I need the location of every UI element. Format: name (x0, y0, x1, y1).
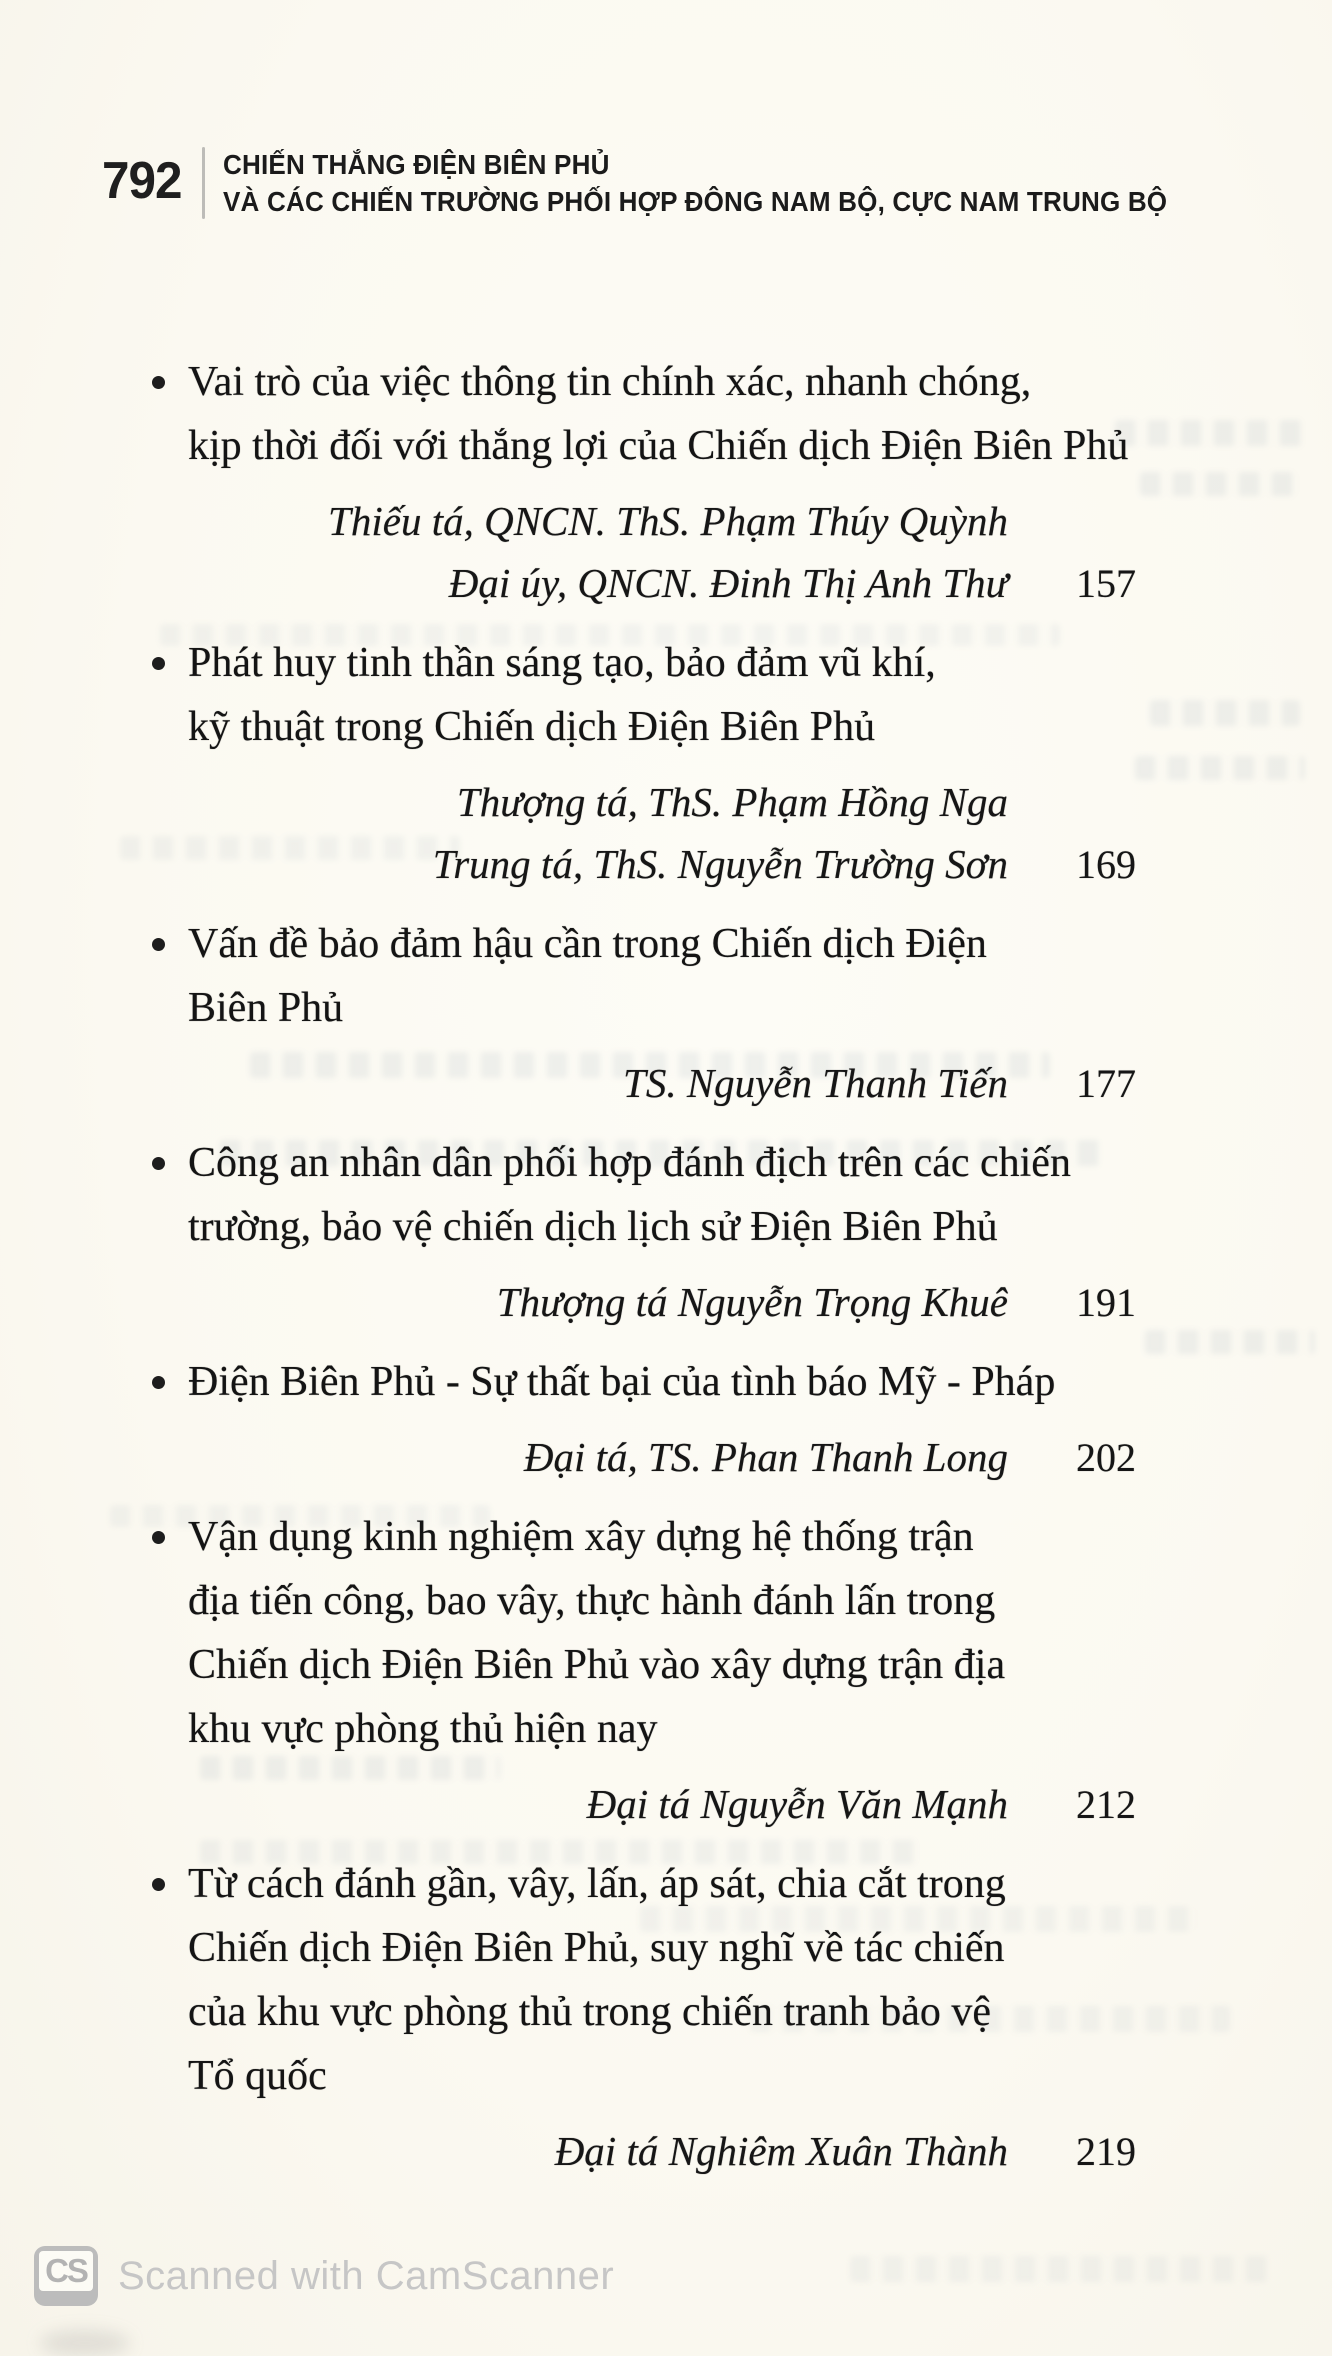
entry-page-number: 177 (1076, 1061, 1136, 1106)
entry-title-line: kịp thời đối với thắng lợi của Chiến dịch Điện Biên Phủ (188, 423, 1129, 469)
entry-page-number: 157 (1076, 561, 1136, 606)
entry-title (150, 631, 1136, 759)
author-line (150, 490, 1136, 552)
entry-title (150, 1505, 1136, 1761)
entry-title-line: Vấn đề bảo đảm hậu cần trong Chiến dịch Điện (188, 921, 987, 967)
entry-title (150, 912, 1136, 1040)
toc-entry (150, 1350, 1136, 1489)
bullet-icon (152, 1878, 165, 1891)
entry-title (150, 1131, 1136, 1259)
entry-authors (150, 2120, 1136, 2183)
bleed-through-artifact (1140, 472, 1300, 496)
author-line (150, 1773, 1136, 1836)
bullet-icon (152, 657, 165, 670)
toc-entry (150, 1131, 1136, 1334)
author-name: Đại úy, QNCN. Đinh Thị Anh Thư (448, 560, 1008, 606)
bullet-icon (152, 1531, 165, 1544)
entry-title (150, 350, 1136, 478)
entry-title-line: Chiến dịch Điện Biên Phủ, suy nghĩ về tác chiến (188, 1925, 1005, 1971)
author-name: Đại tá Nghiêm Xuân Thành (554, 2128, 1008, 2174)
entry-title-line: Vận dụng kinh nghiệm xây dựng hệ thống trận (188, 1514, 974, 1560)
entry-title (150, 1350, 1136, 1414)
author-name: Đại tá, TS. Phan Thanh Long (523, 1434, 1008, 1480)
author-line (150, 2120, 1136, 2183)
bleed-through-artifact (1115, 420, 1305, 446)
entry-page-number: 191 (1076, 1280, 1136, 1325)
camscanner-logo-letters: CS (39, 2251, 93, 2291)
bleed-through-artifact (1135, 756, 1305, 780)
author-line (150, 1052, 1136, 1115)
author-name: Trung tá, ThS. Nguyễn Trường Sơn (432, 841, 1008, 887)
page-header (102, 146, 1238, 220)
header-divider (202, 147, 205, 219)
entry-page-number: 169 (1076, 842, 1136, 887)
toc-entry (150, 631, 1136, 896)
camscanner-logo-icon (34, 2246, 98, 2306)
entry-title-line: kỹ thuật trong Chiến dịch Điện Biên Phủ (188, 704, 876, 750)
bleed-through-artifact (1150, 700, 1300, 726)
entry-title-line: trường, bảo vệ chiến dịch lịch sử Điện Biên Phủ (188, 1204, 998, 1250)
bleed-through-artifact (850, 2256, 1270, 2282)
entry-page-number: 219 (1076, 2129, 1136, 2174)
author-line (150, 833, 1136, 896)
entry-title-line: Công an nhân dân phối hợp đánh địch trên các chiến (188, 1140, 1071, 1186)
author-line (150, 771, 1136, 833)
author-line (150, 1271, 1136, 1334)
bullet-icon (152, 1376, 165, 1389)
entry-title (150, 1852, 1136, 2108)
bullet-icon (152, 938, 165, 951)
toc-entry (150, 350, 1136, 615)
entry-title-line: Tổ quốc (188, 2053, 327, 2099)
table-of-contents (150, 350, 1136, 2199)
entry-title-line: địa tiến công, bao vây, thực hành đánh lấn trong (188, 1578, 996, 1624)
entry-authors (150, 490, 1136, 615)
entry-authors (150, 1426, 1136, 1489)
author-line (150, 1426, 1136, 1489)
toc-entry (150, 912, 1136, 1115)
bleed-through-artifact (1145, 1330, 1315, 1354)
entry-title-line: của khu vực phòng thủ trong chiến tranh bảo vệ (188, 1989, 992, 2035)
running-head (223, 146, 1167, 220)
entry-title-line: Chiến dịch Điện Biên Phủ vào xây dựng trận địa (188, 1642, 1006, 1688)
entry-authors (150, 1271, 1136, 1334)
entry-title-line: Từ cách đánh gần, vây, lấn, áp sát, chia cắt trong (188, 1861, 1006, 1907)
entry-title-line: Vai trò của việc thông tin chính xác, nhanh chóng, (188, 359, 1032, 405)
book-title: CHIẾN THẮNG ĐIỆN BIÊN PHỦ (222, 149, 610, 180)
author-line (150, 552, 1136, 615)
entry-title-line: khu vực phòng thủ hiện nay (188, 1706, 658, 1752)
entry-authors (150, 1773, 1136, 1836)
author-name: TS. Nguyễn Thanh Tiến (623, 1060, 1008, 1106)
watermark-text: Scanned with CamScanner (118, 2253, 615, 2298)
entry-title-line: Điện Biên Phủ - Sự thất bại của tình báo Mỹ - Pháp (188, 1359, 1056, 1405)
entry-page-number: 212 (1076, 1782, 1136, 1827)
entry-authors (150, 1052, 1136, 1115)
toc-entry (150, 1505, 1136, 1836)
entry-page-number: 202 (1076, 1435, 1136, 1480)
entry-authors (150, 771, 1136, 896)
camscanner-watermark (34, 2246, 614, 2306)
entry-title-line: Phát huy tinh thần sáng tạo, bảo đảm vũ khí, (188, 640, 936, 686)
bullet-icon (152, 376, 165, 389)
folio-page-number: 792 (102, 152, 182, 210)
author-name: Đại tá Nguyễn Văn Mạnh (586, 1781, 1008, 1827)
author-name: Thiếu tá, QNCN. ThS. Phạm Thúy Quỳnh (328, 498, 1008, 544)
author-name: Thượng tá, ThS. Phạm Hồng Nga (456, 779, 1008, 825)
scan-smudge (40, 2330, 130, 2356)
toc-entry (150, 1852, 1136, 2183)
entry-title-line: Biên Phủ (188, 985, 344, 1031)
bullet-icon (152, 1157, 165, 1170)
author-name: Thượng tá Nguyễn Trọng Khuê (496, 1279, 1008, 1325)
book-subtitle: VÀ CÁC CHIẾN TRƯỜNG PHỐI HỢP ĐÔNG NAM BỘ, CỰC NAM TRUNG BỘ (222, 186, 1168, 217)
